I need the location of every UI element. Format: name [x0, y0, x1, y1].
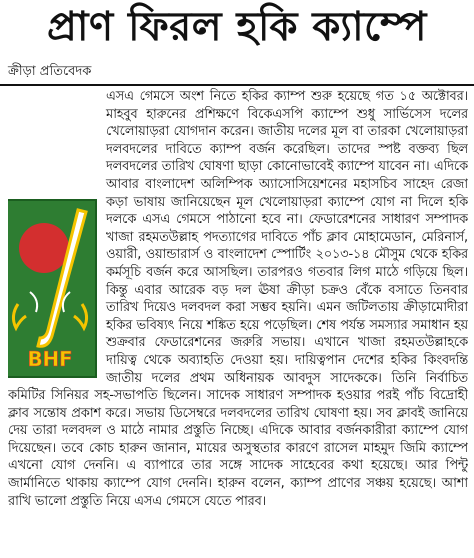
byline: ক্রীড়া প্রতিবেদক	[8, 64, 92, 79]
headline-divider	[0, 84, 474, 86]
article-body	[8, 88, 468, 556]
bhf-logo	[8, 196, 100, 381]
logo-text: BHF	[27, 347, 73, 371]
article-text: এসএ গেমসে অংশ নিতে হকির ক্যাম্প শুরু হয়েছে গত ১৫ অক্টোবর। মাহবুব হারুনের প্রশিক্ষণে বিকেএসপি ক্যাম্পে শুধু সার্ভিসেস দলের খেলোয়াড়রা যোগদান করেন। জাতীয় দলের মূল বা তারকা খেলোয়াড়রা দলবদলের দাবিতে ক্যাম্প বর্জন করেছিল। তাদের স্পষ্ট বক্তব্য ছিল দলবদলের তারিখ ঘোষণা ছাড়া কোনোভাবেই ক্যাম্পে যাবেন না। এদিকে আবার বাংলাদেশ অলিম্পিক অ্যাসোসিয়েশনের মহাসচিব সাহেদ রেজা কড়া ভাষায় জানিয়েছেন মূল খেলোয়াড়রা ক্যাম্পে যোগ না দিলে হকি দলকে এসএ গেমসে পাঠানো হবে না। ফেডারেশনের সাধারণ সম্পাদক খাজা রহমতউল্লাহ পদত্যাগের দাবিতে পাঁচ ক্লাব মোহামেডান, মেরিনার্স, ওয়ারী, ওয়ান্ডারার্স ও বাংলাদেশ স্পোর্টিং ২০১৩-১৪ মৌসুম থেকে হকির কর্মসূচি বর্জন করে আসছিল। তারপরও গতবার লিগ মাঠে গড়িয়ে ছিল। কিন্তু এবার আরেক বড় দল ঊষা ক্রীড়া চক্রও বেঁকে বসাতে তিনবার তারিখ দিয়েও দলবদল করা সম্ভব হয়নি। এমন জটিলতায় ক্রীড়ামোদীরা হকির ভবিষ্যৎ নিয়ে শঙ্কিত হয়ে পড়েছিল। শেষ পর্যন্ত সমস্যার সমাধান হয় শুক্রবার ফেডারেশনের জরুরি সভায়। এখানে খাজা রহমতউল্লাহকে দায়িত্ব থেকে অব্যাহতি দেওয়া হয়। দায়িত্বপান দেশের হকির কিংবদন্তি জাতীয় দলের প্রথম অধিনায়ক আবদুস সাদেককে। তিনি নির্বাচিত কমিটির সিনিয়র সহ-সভাপতি ছিলেন। সাদেক সাধারণ সম্পাদক হওয়ার পরই পাঁচ বিদ্রোহী ক্লাব সন্তোষ প্রকাশ করে। সভায় ডিসেম্বরে দলবদলের তারিখ ঘোষণা হয়। সব ক্লাবই জানিয়ে দেয় তারা দলবদল ও মাঠে নামার প্রস্তুতি নিচ্ছে। এদিকে আবার বর্জনকারীরা ক্যাম্পে যোগ দিয়েছেন। তবে কোচ হারুন জানান, মায়ের অসুস্থতার কারণে রাসেল মাহমুদ জিমি ক্যাম্পে এখনো যোগ দেননি। এ ব্যাপারে তার সঙ্গে সাদেক সাহেবের কথা হয়েছে। আর পিন্টু জার্মানিতে থাকায় ক্যাম্পে যোগ দেননি। হারুন বলেন, ক্যাম্প প্রাণের সঞ্চয় হয়েছে। আশা রাখি ভালো প্রস্তুতি নিয়ে এসএ গেমসে যেতে পারব।	[8, 89, 468, 509]
headline: প্রাণ ফিরল হকি ক্যাম্পে	[47, 4, 427, 50]
